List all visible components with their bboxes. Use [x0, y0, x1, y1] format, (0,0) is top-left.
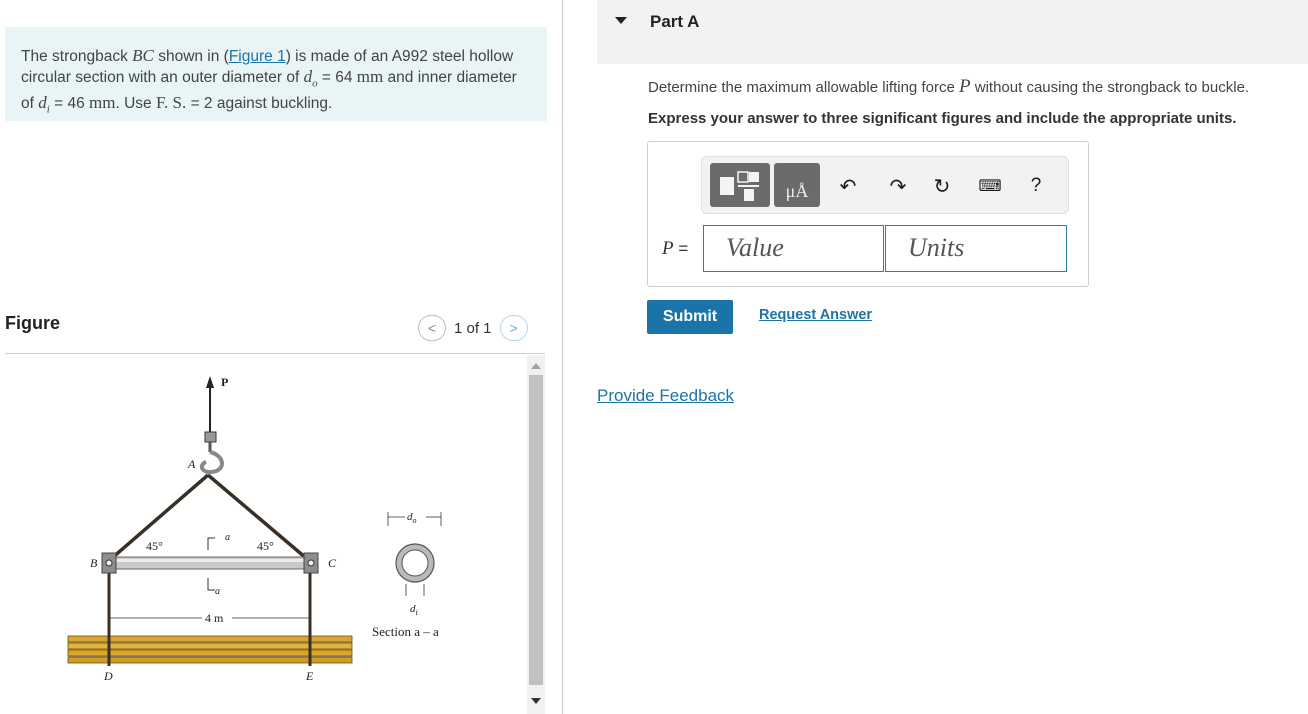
problem-statement	[5, 27, 547, 121]
pager-prev-button[interactable]: <	[418, 315, 446, 341]
keyboard-icon[interactable]: ⌨	[978, 178, 1002, 195]
question-text: Determine the maximum allowable lifting force P without causing the strongback to buckle.	[648, 76, 1250, 97]
units-button[interactable]: μÅ	[774, 163, 820, 207]
pipe-highlight	[112, 559, 308, 562]
problem-text: = 64	[317, 69, 357, 86]
units-input[interactable]: Units	[885, 225, 1067, 272]
figure-pager	[418, 315, 528, 341]
part-title: Part A	[650, 12, 700, 31]
scroll-thumb[interactable]	[529, 375, 543, 685]
math-di: $d_i$	[38, 93, 50, 116]
label-d: D	[104, 669, 113, 683]
section-inner-circle	[402, 550, 428, 576]
strongback-bc	[112, 557, 308, 569]
label-a-bottom: a	[215, 586, 220, 597]
figure-link[interactable]: Figure 1	[228, 48, 286, 65]
problem-text: ) is made of an A992 steel hollow circular section with an outer diameter of	[21, 48, 514, 86]
request-answer-link[interactable]: Request Answer	[759, 307, 873, 323]
section-mark-bottom	[208, 578, 215, 590]
problem-text: shown in (	[153, 48, 229, 65]
force-arrow-icon	[206, 376, 214, 388]
help-icon[interactable]: ?	[1030, 175, 1042, 196]
problem-text: and inner diameter of	[21, 69, 517, 113]
label-span: 4 m	[205, 611, 224, 625]
collapse-caret-icon[interactable]	[615, 17, 627, 24]
problem-text: = 2 against buckling.	[186, 95, 333, 113]
problem-text: . Use	[115, 95, 156, 113]
math-fs: F. S.	[155, 93, 187, 113]
provide-feedback-link[interactable]: Provide Feedback	[597, 386, 735, 405]
fraction-template-button[interactable]	[710, 163, 770, 207]
pin-c	[308, 560, 314, 566]
label-do: $d_o$	[407, 511, 417, 525]
instruction-text: Express your answer to three significant figures and include the appropriate units.	[648, 110, 1237, 127]
figure-rule	[5, 353, 545, 354]
label-c: C	[328, 556, 337, 570]
label-a: A	[188, 457, 196, 471]
math-do: $d_o$	[303, 67, 318, 90]
label-p: P	[221, 375, 229, 389]
pager-count: 1 of 1	[454, 319, 492, 337]
math-bc: BC	[132, 46, 154, 65]
answer-box	[647, 141, 1089, 287]
answer-variable-label: P =	[662, 238, 689, 259]
unit-mm: mm	[356, 67, 384, 86]
pin-b	[106, 560, 112, 566]
problem-text: = 46	[49, 95, 90, 113]
fraction-template-icon	[710, 163, 770, 207]
label-e: E	[306, 669, 314, 683]
pane-divider[interactable]	[562, 0, 563, 714]
part-header[interactable]	[597, 0, 1308, 64]
pager-next-button[interactable]: >	[500, 315, 528, 341]
label-angle-left: 45°	[146, 539, 163, 553]
label-section: Section a – a	[372, 624, 439, 639]
figure-title: Figure	[5, 313, 61, 333]
hook-icon	[202, 452, 222, 472]
section-mark-top	[208, 538, 215, 550]
value-input[interactable]: Value	[703, 225, 884, 272]
scroll-up-icon[interactable]	[531, 363, 541, 369]
label-di: $d_i$	[410, 603, 418, 617]
submit-button[interactable]: Submit	[647, 300, 733, 334]
label-b: B	[90, 556, 98, 570]
math-toolbar	[701, 156, 1069, 214]
reset-icon[interactable]: ↻	[933, 175, 951, 198]
label-angle-right: 45°	[257, 539, 274, 553]
undo-icon[interactable]: ↶	[839, 175, 857, 198]
figure-scrollbar[interactable]	[527, 355, 545, 714]
strongback-figure	[60, 360, 480, 710]
redo-icon[interactable]: ↷	[889, 175, 907, 198]
unit-mm: mm	[89, 93, 116, 113]
label-a-top: a	[225, 532, 230, 543]
hook-block	[205, 432, 216, 442]
problem-text: The strongback	[21, 48, 133, 65]
scroll-down-icon[interactable]	[531, 698, 541, 704]
